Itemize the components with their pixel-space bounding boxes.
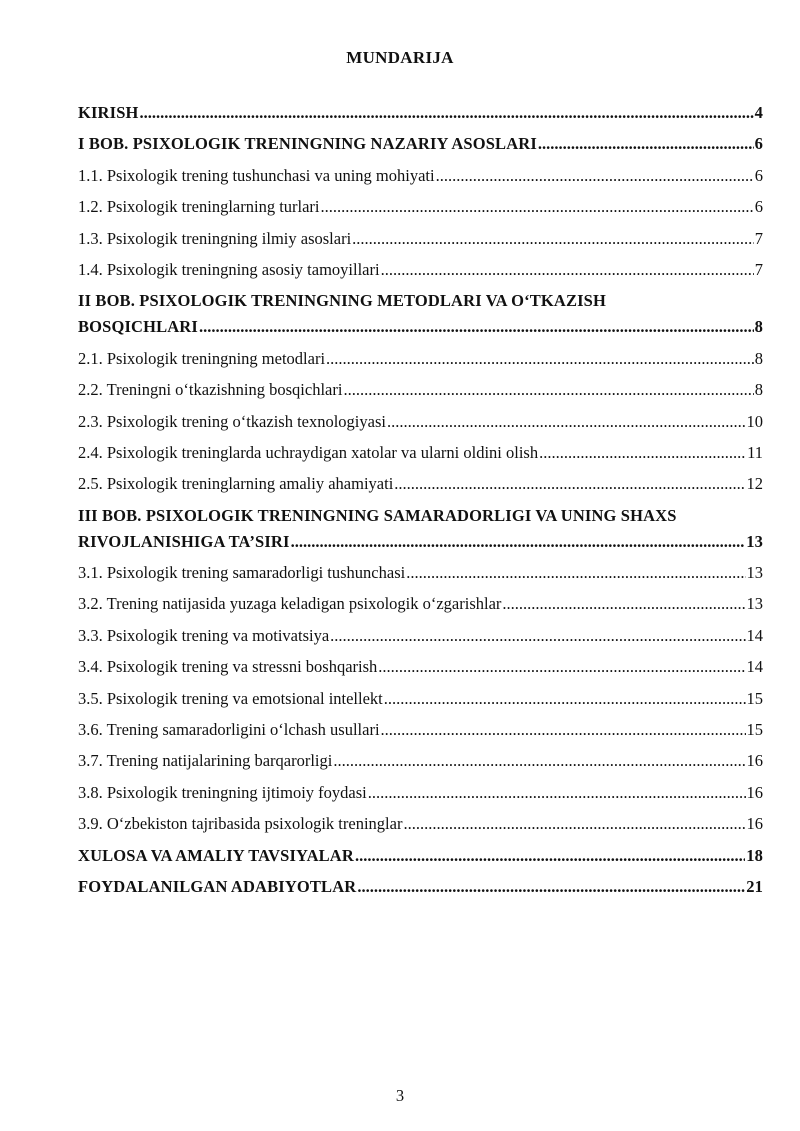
dot-leader: [394, 471, 745, 497]
toc-entry[interactable]: [78, 163, 763, 189]
toc-entry-page: 4: [754, 103, 763, 122]
toc-entry-title: 3.1. Psixologik trening samaradorligi tushunchasi: [78, 563, 406, 583]
toc-entry-page: 18: [746, 845, 763, 865]
dot-leader: [140, 100, 754, 126]
toc-entry-title: FOYDALANILGAN ADABIYOTLAR: [78, 876, 357, 896]
dot-leader: [330, 623, 745, 649]
dot-leader: [357, 874, 745, 900]
page-number: 3: [395, 1086, 405, 1105]
toc-entry[interactable]: [78, 591, 763, 617]
toc-entry-title: BOSQICHLARI: [78, 317, 198, 337]
dot-leader: [384, 686, 746, 712]
dot-leader: [381, 257, 754, 283]
toc-entry-page: 11: [747, 442, 763, 462]
dot-leader: [378, 654, 745, 680]
toc-entry-title: XULOSA VA AMALIY TAVSIYALAR: [78, 845, 354, 865]
toc-entry[interactable]: [78, 780, 763, 806]
dot-leader: [502, 591, 745, 617]
toc-heading-entry[interactable]: [78, 874, 763, 900]
toc-entry[interactable]: [78, 560, 763, 586]
toc-heading-entry[interactable]: [78, 843, 763, 869]
toc-entry[interactable]: [78, 194, 763, 220]
toc-entry-title-line1: III BOB. PSIXOLOGIK TRENINGNING SAMARADORLIGI VA UNING SHAXS: [78, 505, 677, 525]
toc-entry-title: 3.2. Trening natijasida yuzaga keladigan psixologik o‘zgarishlar: [78, 594, 502, 614]
toc-entry-page: 16: [746, 814, 763, 834]
toc-entry-page: 6: [754, 165, 763, 185]
toc-entry-title: 3.4. Psixologik trening va stressni boshqarish: [78, 657, 378, 677]
toc-entry-title: 1.3. Psixologik treningning ilmiy asoslari: [78, 228, 352, 248]
toc-entry-page: 6: [754, 134, 763, 154]
dot-leader: [436, 163, 754, 189]
dot-leader: [368, 780, 746, 806]
toc-entry-page: 7: [754, 228, 763, 248]
toc-entry-title: 2.1. Psixologik treningning metodlari: [78, 348, 326, 368]
dot-leader: [199, 314, 754, 340]
toc-entry[interactable]: [78, 377, 763, 403]
page-title: MUNDARIJA: [346, 48, 454, 67]
toc-entry-page: 13: [746, 531, 763, 551]
toc-entry-page: 8: [754, 317, 763, 337]
toc-heading-entry[interactable]: [78, 131, 763, 157]
toc-entry-title: 2.3. Psixologik trening o‘tkazish texnologiyasi: [78, 411, 386, 431]
toc-entry-title: 2.5. Psixologik treninglarning amaliy ahamiyati: [78, 474, 394, 494]
toc-entry-page: 14: [746, 657, 763, 677]
toc-entry-page: 15: [746, 720, 763, 740]
toc-entry-page: 10: [746, 411, 763, 431]
dot-leader: [291, 529, 746, 555]
toc-entry-page: 15: [746, 688, 763, 708]
dot-leader: [333, 748, 745, 774]
toc-heading-entry[interactable]: [78, 503, 763, 555]
dot-leader: [538, 131, 754, 157]
dot-leader: [321, 194, 754, 220]
toc-entry-page: 16: [746, 782, 763, 802]
toc-entry-page: 21: [746, 876, 763, 896]
dot-leader: [381, 717, 746, 743]
dot-leader: [343, 377, 753, 403]
toc-entry-page: 12: [746, 474, 763, 494]
toc-entry[interactable]: [78, 346, 763, 372]
toc-entry-title: 3.6. Trening samaradorligini o‘lchash usullari: [78, 720, 380, 740]
dot-leader: [387, 409, 746, 435]
toc-entry[interactable]: [78, 257, 763, 283]
dot-leader: [406, 560, 745, 586]
toc-entry-title-line1: II BOB. PSIXOLOGIK TRENINGNING METODLARI VA O‘TKAZISH: [78, 291, 606, 311]
dot-leader: [355, 843, 745, 869]
table-of-contents: [78, 100, 763, 905]
toc-entry-title: KIRISH: [78, 103, 139, 122]
dot-leader: [403, 811, 745, 837]
toc-entry-page: 8: [754, 348, 763, 368]
toc-entry-page: 6: [754, 197, 763, 217]
toc-entry-title: 3.9. O‘zbekiston tajribasida psixologik treninglar: [78, 814, 403, 834]
toc-entry[interactable]: [78, 440, 763, 466]
toc-heading-entry[interactable]: [78, 100, 763, 126]
toc-entry-title: 3.5. Psixologik trening va emotsional intellekt: [78, 688, 383, 708]
dot-leader: [326, 346, 754, 372]
toc-entry-page: 16: [746, 751, 763, 771]
toc-entry[interactable]: [78, 717, 763, 743]
toc-entry-title: 1.1. Psixologik trening tushunchasi va uning mohiyati: [78, 165, 435, 185]
toc-entry[interactable]: [78, 409, 763, 435]
dot-leader: [539, 440, 746, 466]
toc-entry-page: 13: [746, 594, 763, 614]
toc-entry-title: RIVOJLANISHIGA TA’SIRI: [78, 531, 290, 551]
toc-entry-title: 1.2. Psixologik treninglarning turlari: [78, 197, 320, 217]
toc-entry[interactable]: [78, 471, 763, 497]
toc-entry-page: 8: [754, 380, 763, 400]
toc-entry[interactable]: [78, 623, 763, 649]
toc-entry[interactable]: [78, 748, 763, 774]
toc-entry[interactable]: [78, 811, 763, 837]
toc-entry[interactable]: [78, 686, 763, 712]
toc-entry-title: 2.2. Treningni o‘tkazishning bosqichlari: [78, 380, 343, 400]
toc-entry[interactable]: [78, 654, 763, 680]
dot-leader: [352, 226, 754, 252]
toc-entry-title: 2.4. Psixologik treninglarda uchraydigan xatolar va ularni oldini olish: [78, 442, 539, 462]
toc-entry-page: 7: [754, 259, 763, 279]
toc-entry-title: 3.8. Psixologik treningning ijtimoiy foydasi: [78, 782, 367, 802]
toc-entry-title: I BOB. PSIXOLOGIK TRENINGNING NAZARIY ASOSLARI: [78, 134, 537, 154]
toc-entry-title: 1.4. Psixologik treningning asosiy tamoyillari: [78, 259, 380, 279]
toc-entry[interactable]: [78, 226, 763, 252]
toc-entry-page: 13: [746, 563, 763, 583]
toc-entry-title: 3.3. Psixologik trening va motivatsiya: [78, 625, 330, 645]
toc-entry-page: 14: [746, 625, 763, 645]
toc-entry-title: 3.7. Trening natijalarining barqarorligi: [78, 751, 333, 771]
toc-heading-entry[interactable]: [78, 288, 763, 340]
